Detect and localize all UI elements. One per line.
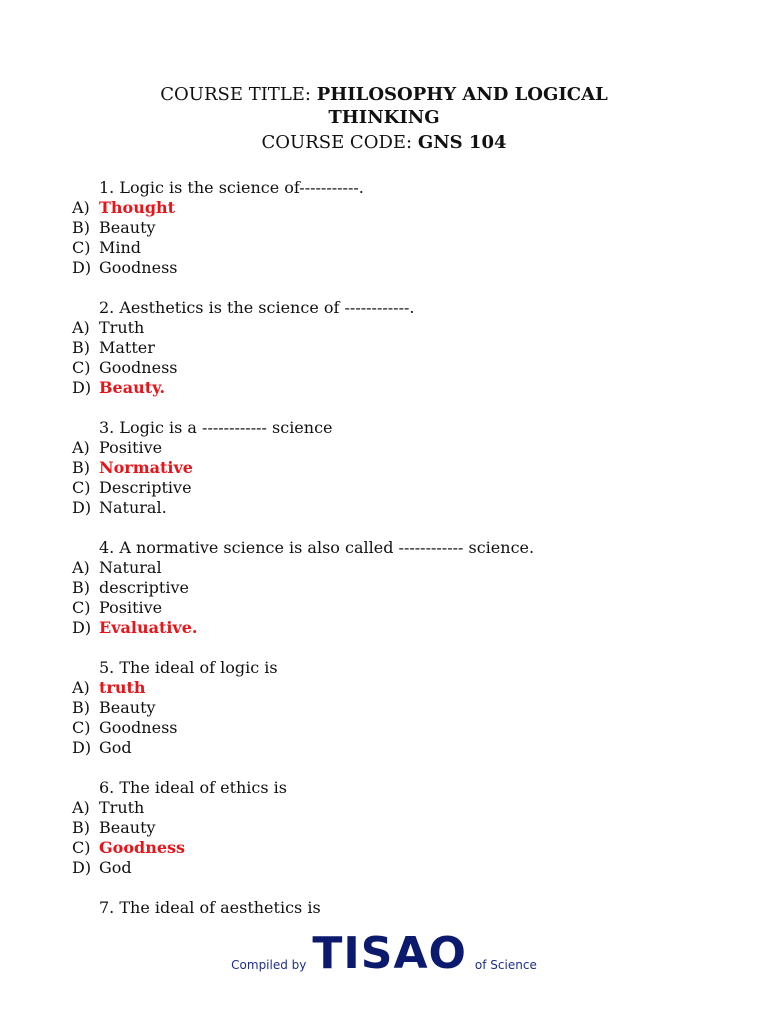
answer-option-correct [72, 458, 712, 478]
option-text: Mind [99, 238, 142, 257]
answer-option-correct [72, 378, 712, 398]
option-letter: D) [72, 378, 92, 397]
option-text: Beauty [99, 218, 156, 237]
option-letter: B) [72, 698, 90, 717]
option-text: Positive [99, 438, 163, 457]
option-text: Goodness [99, 718, 178, 737]
course-code-label: COURSE CODE: [261, 132, 413, 153]
option-text: Positive [99, 598, 163, 617]
course-title-line [0, 84, 768, 106]
answer-option [72, 438, 712, 458]
answer-option [72, 218, 712, 238]
option-letter: D) [72, 498, 92, 517]
question-block [72, 298, 712, 398]
question-text: 6. The ideal of ethics is [99, 778, 287, 797]
option-text: God [99, 738, 132, 757]
option-letter: D) [72, 858, 92, 877]
course-title-value: PHILOSOPHY AND LOGICAL [316, 84, 608, 105]
answer-option [72, 498, 712, 518]
course-title-label: COURSE TITLE: [160, 84, 311, 105]
option-text: truth [99, 678, 146, 697]
option-text: Truth [99, 318, 145, 337]
answer-option [72, 478, 712, 498]
brand-logo: TISAO [312, 928, 467, 979]
question-text: 4. A normative science is also called ------------ science. [99, 538, 535, 557]
question-text: 2. Aesthetics is the science of ------------. [99, 298, 415, 317]
brand-suffix-text: of Science [474, 958, 537, 972]
option-letter: D) [72, 618, 92, 637]
answer-option [72, 258, 712, 278]
option-text: Thought [99, 198, 176, 217]
option-text: Goodness [99, 358, 178, 377]
option-text: Beauty [99, 818, 156, 837]
question-block [72, 898, 712, 918]
answer-option [72, 318, 712, 338]
question-text: 7. The ideal of aesthetics is [99, 898, 321, 917]
answer-option [72, 738, 712, 758]
option-text: Beauty [99, 698, 156, 717]
answer-option [72, 718, 712, 738]
option-text: Goodness [99, 838, 186, 857]
option-letter: D) [72, 738, 92, 757]
answer-option [72, 578, 712, 598]
option-letter: C) [72, 718, 91, 737]
option-letter: C) [72, 358, 91, 377]
footer [0, 928, 768, 978]
option-text: Beauty. [99, 378, 166, 397]
answer-option-correct [72, 838, 712, 858]
option-letter: C) [72, 238, 91, 257]
option-text: Evaluative. [99, 618, 198, 637]
option-text: descriptive [99, 578, 189, 597]
answer-option-correct [72, 678, 712, 698]
option-text: Descriptive [99, 478, 192, 497]
option-letter: A) [72, 438, 90, 457]
answer-option-correct [72, 618, 712, 638]
option-letter: B) [72, 818, 90, 837]
answer-option [72, 238, 712, 258]
answer-option [72, 598, 712, 618]
answer-option [72, 858, 712, 878]
option-letter: B) [72, 578, 90, 597]
question-block [72, 658, 712, 758]
option-letter: D) [72, 258, 92, 277]
course-title-continuation: THINKING [328, 107, 440, 128]
answer-option [72, 798, 712, 818]
option-letter: B) [72, 218, 90, 237]
question-block [72, 538, 712, 638]
answer-option [72, 358, 712, 378]
course-code-line [0, 132, 768, 154]
option-letter: A) [72, 318, 90, 337]
answer-option [72, 558, 712, 578]
option-letter: A) [72, 198, 90, 217]
answer-option [72, 698, 712, 718]
question-text: 1. Logic is the science of-----------. [99, 178, 364, 197]
question-block [72, 418, 712, 518]
option-letter: A) [72, 798, 90, 817]
option-letter: A) [72, 558, 90, 577]
question-text: 3. Logic is a ------------ science [99, 418, 333, 437]
question-text: 5. The ideal of logic is [99, 658, 278, 677]
answer-option [72, 818, 712, 838]
compiled-by-text: Compiled by [231, 958, 307, 972]
option-text: Truth [99, 798, 145, 817]
option-letter: C) [72, 838, 91, 857]
option-text: Natural [99, 558, 162, 577]
option-text: Natural. [99, 498, 167, 517]
question-block [72, 178, 712, 278]
answer-option [72, 338, 712, 358]
option-text: Normative [99, 458, 193, 477]
question-block [72, 778, 712, 878]
option-letter: B) [72, 458, 90, 477]
option-letter: C) [72, 478, 91, 497]
option-text: Goodness [99, 258, 178, 277]
option-text: Matter [99, 338, 155, 357]
question-list [72, 178, 712, 938]
course-code-value: GNS 104 [417, 132, 507, 153]
option-letter: B) [72, 338, 90, 357]
option-letter: C) [72, 598, 91, 617]
answer-option-correct [72, 198, 712, 218]
option-letter: A) [72, 678, 90, 697]
option-text: God [99, 858, 132, 877]
